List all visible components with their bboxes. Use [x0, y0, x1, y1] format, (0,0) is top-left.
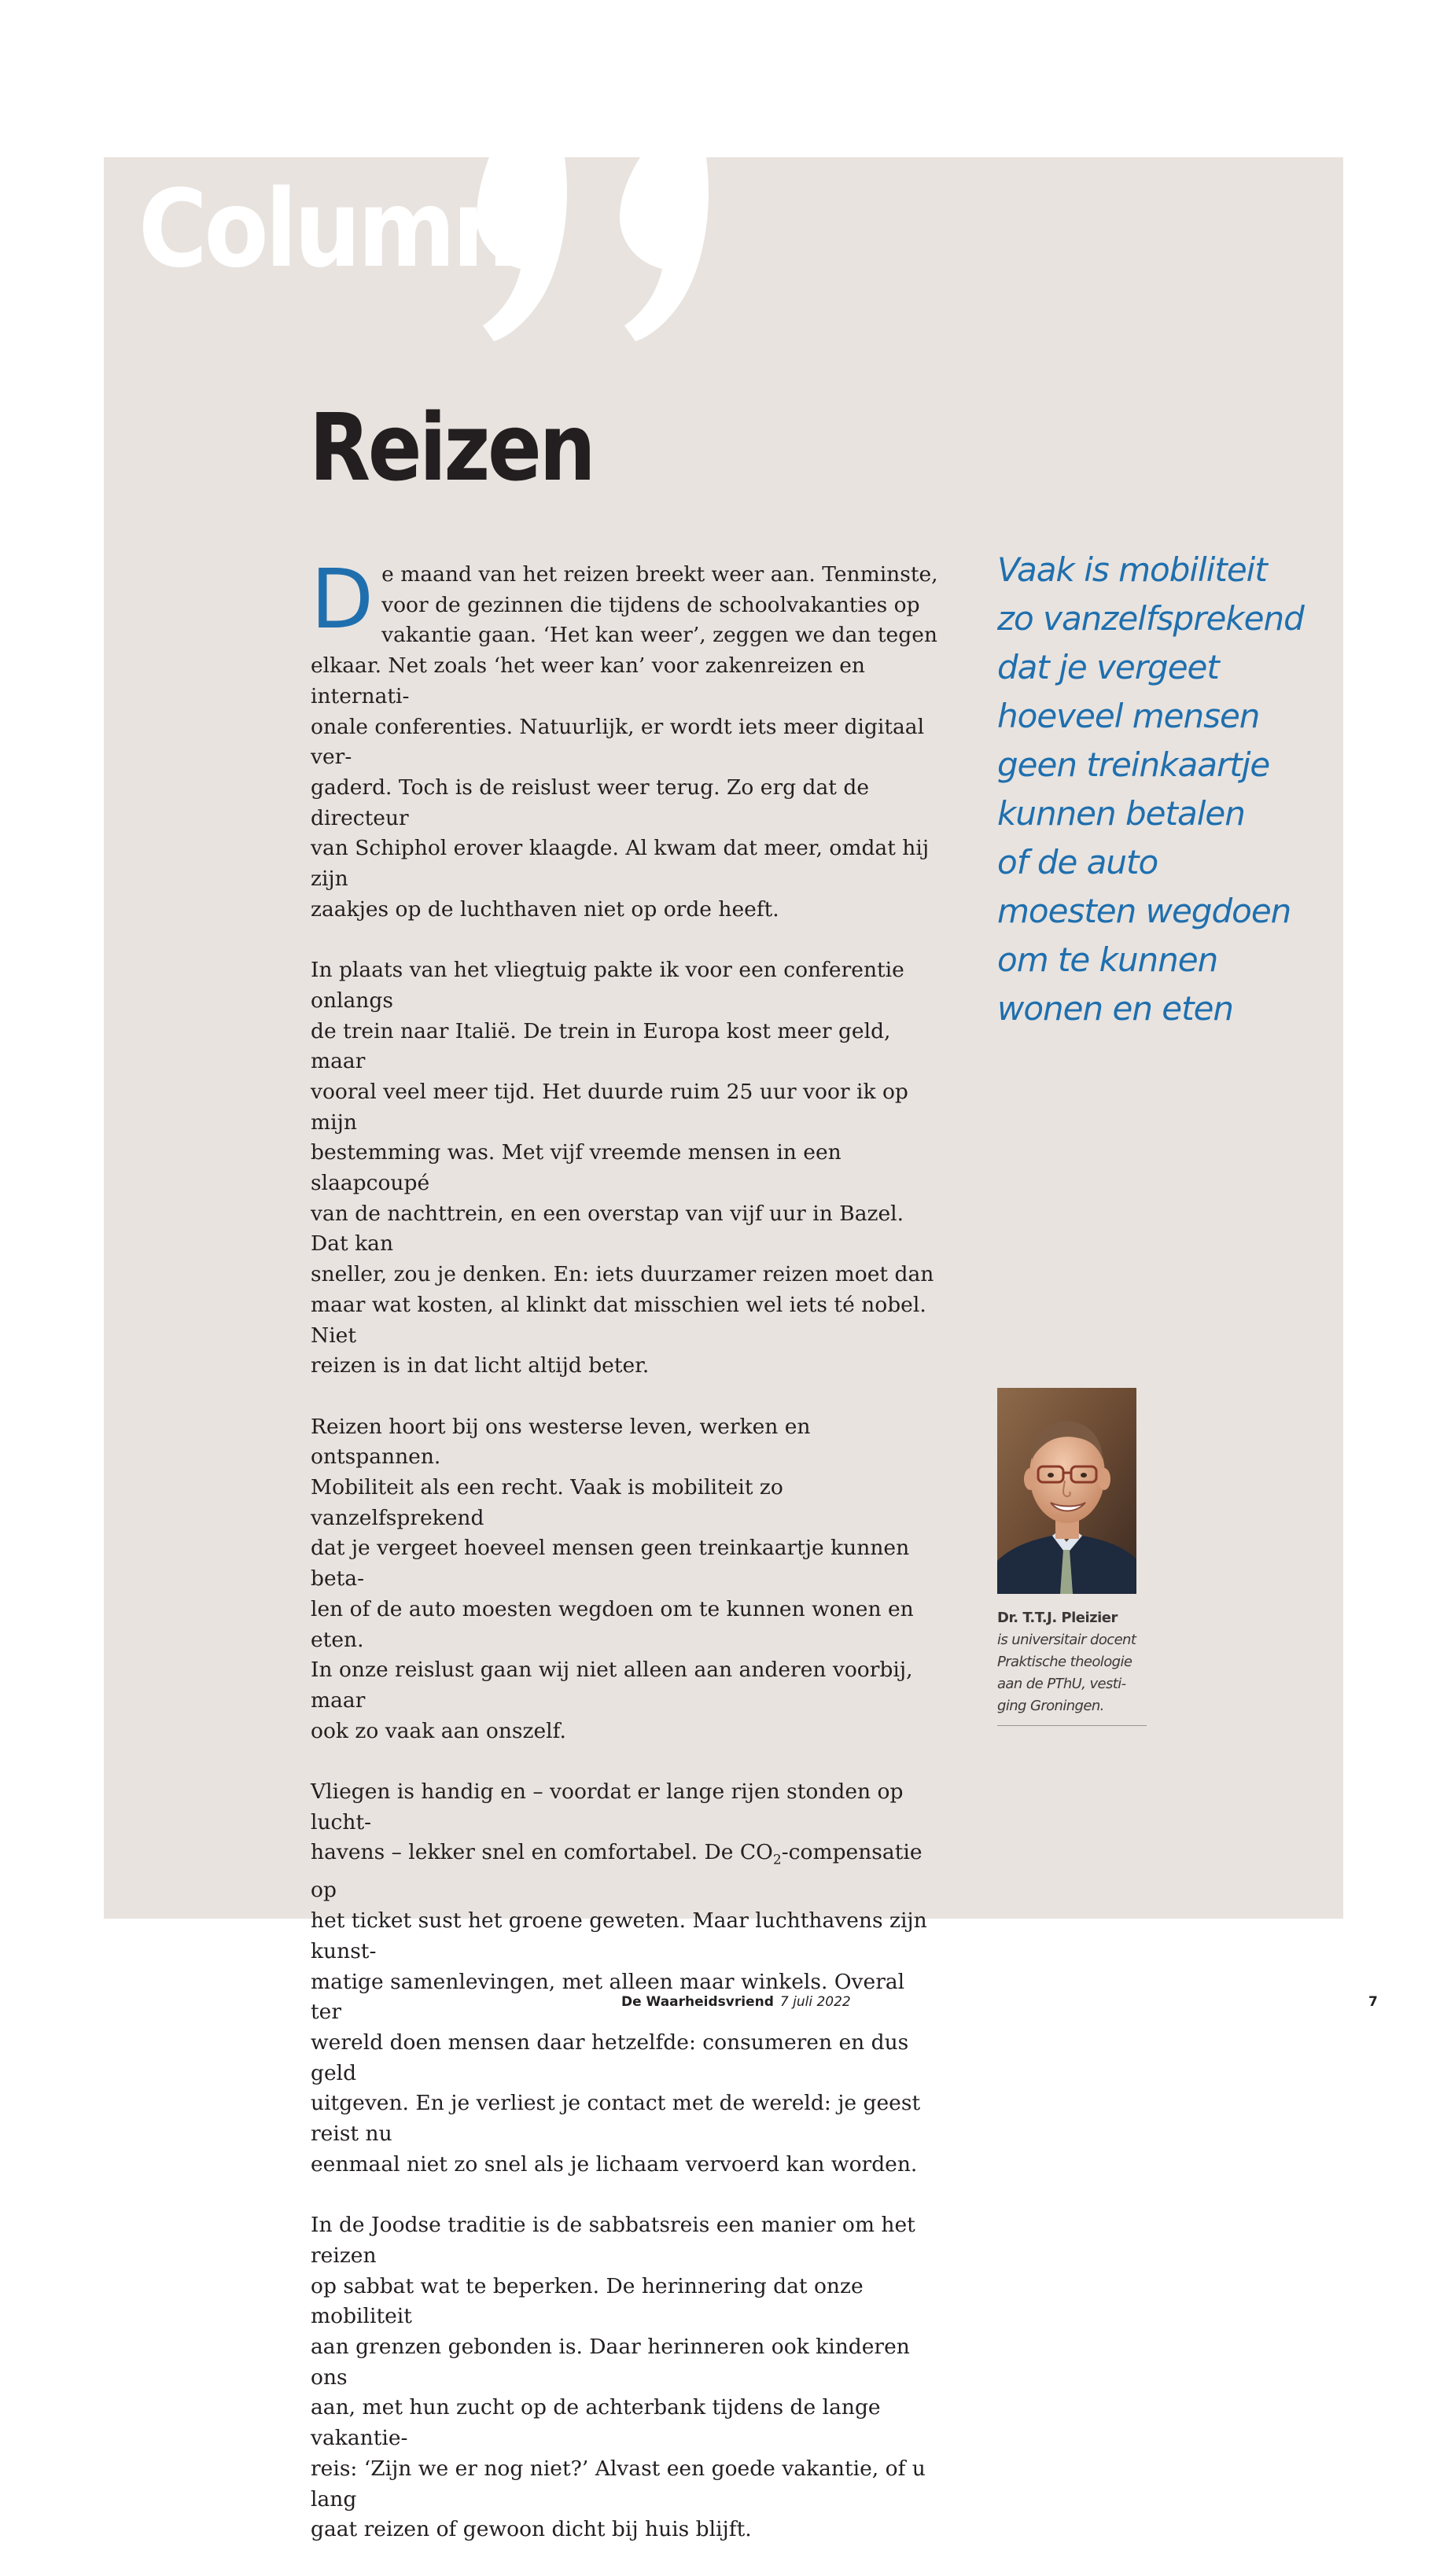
magazine-name: De Waarheidsvriend — [621, 1994, 774, 2010]
section-label: Column — [138, 167, 516, 292]
pull-quote: Vaak is mobiliteit zo vanzelfsprekend dat je vergeet hoeveel mensen geen treinkaartje kunnen betalen of de auto moesten wegdoen om te kunnen wonen en eten — [997, 550, 1304, 1028]
article-paragraph-2: In plaats van het vliegtuig pakte ik voor een conferentie onlangs de trein naar Italië. De trein in Europa kost meer geld, maar vooral veel meer tijd. Het duurde ruim 25 uur voor ik op mijn bestemming was. Met vijf vreemde mensen in een slaapcoupé van de nachttrein, en een overstap van vijf uur in Bazel. Dat kan sneller, zou je denken. En: iets duurzamer reizen moet dan maar wat kosten, al klinkt dat misschien wel iets té nobel. Niet reizen is in dat licht altijd beter. — [311, 958, 934, 1378]
author-description: is universitair docent Praktische theologie aan de PThU, vesti- ging Groningen. — [997, 1632, 1136, 1714]
issue-date: 7 juli 2022 — [779, 1994, 851, 2010]
author-bio — [997, 1607, 1147, 1726]
article-paragraph-5: In de Joodse traditie is de sabbatsreis een manier om het reizen op sabbat wat te beperken. De herinnering dat onze mobiliteit aan grenzen gebonden is. Daar herinneren ook kinderen ons aan, met hun zucht op de achterbank tijdens de lange vakantie- reis: ‘Zijn we er nog niet?’ Alvast een goede vakantie, of u lang gaat reizen of gewoon dicht bij huis blijft. — [311, 2213, 926, 2542]
page-title: Reizen — [309, 393, 594, 502]
paragraph-4-text-before: Vliegen is handig en – voordat er lange rijen stonden op lucht- havens – lekker snel en comfortabel. De CO — [311, 1779, 904, 1865]
page-number: 7 — [1368, 1994, 1378, 2010]
article-paragraph-1 — [311, 551, 940, 925]
paragraph-4-text-after: -compensatie op het ticket sust het groene geweten. Maar luchthavens zijn kunst- matige samenlevingen, met alleen maar winkels. Overal ter wereld doen mensen daar hetzelfde: consumeren en dus geld uitgeven. En je verliest je contact met de wereld: je geest reist nu eenmaal niet zo snel als je lichaam vervoerd kan worden. — [311, 1840, 927, 2177]
author-name: Dr. T.T.J. Pleizier — [997, 1610, 1118, 1626]
article-paragraph-4 — [311, 1777, 940, 2180]
paragraph-1-text: e maand van het reizen breekt weer aan. Tenminste, voor de gezinnen die tijdens de schoolvakanties op vakantie gaan. ‘Het kan weer’, zeggen we dan tegen elkaar. Net zoals ‘het weer kan’ voor zakenreizen en internati- onale conferenties. Natuurlijk, er wordt iets meer digitaal ver- gaderd. Toch is de reislust weer terug. Zo erg dat de directeur van Schiphol erover klaagde. Al kwam dat meer, omdat hij zijn zaakjes op de luchthaven niet op orde heeft. — [311, 562, 938, 922]
article-paragraph-3: Reizen hoort bij ons westerse leven, werken en ontspannen. Mobiliteit als een recht. Vaak is mobiliteit zo vanzelfsprekend dat je vergeet hoeveel mensen geen treinkaartje kunnen beta- len of de auto moesten wegdoen om te kunnen wonen en eten. In onze reislust gaan wij niet alleen aan anderen voorbij, maar ook zo vaak aan onszelf. — [311, 1414, 914, 1743]
quote-marks-icon — [472, 157, 771, 346]
co2-subscript: 2 — [772, 1852, 782, 1868]
article-body — [311, 551, 940, 2576]
page-footer — [621, 1994, 851, 2010]
author-portrait — [997, 1388, 1136, 1594]
drop-cap: D — [311, 551, 374, 647]
